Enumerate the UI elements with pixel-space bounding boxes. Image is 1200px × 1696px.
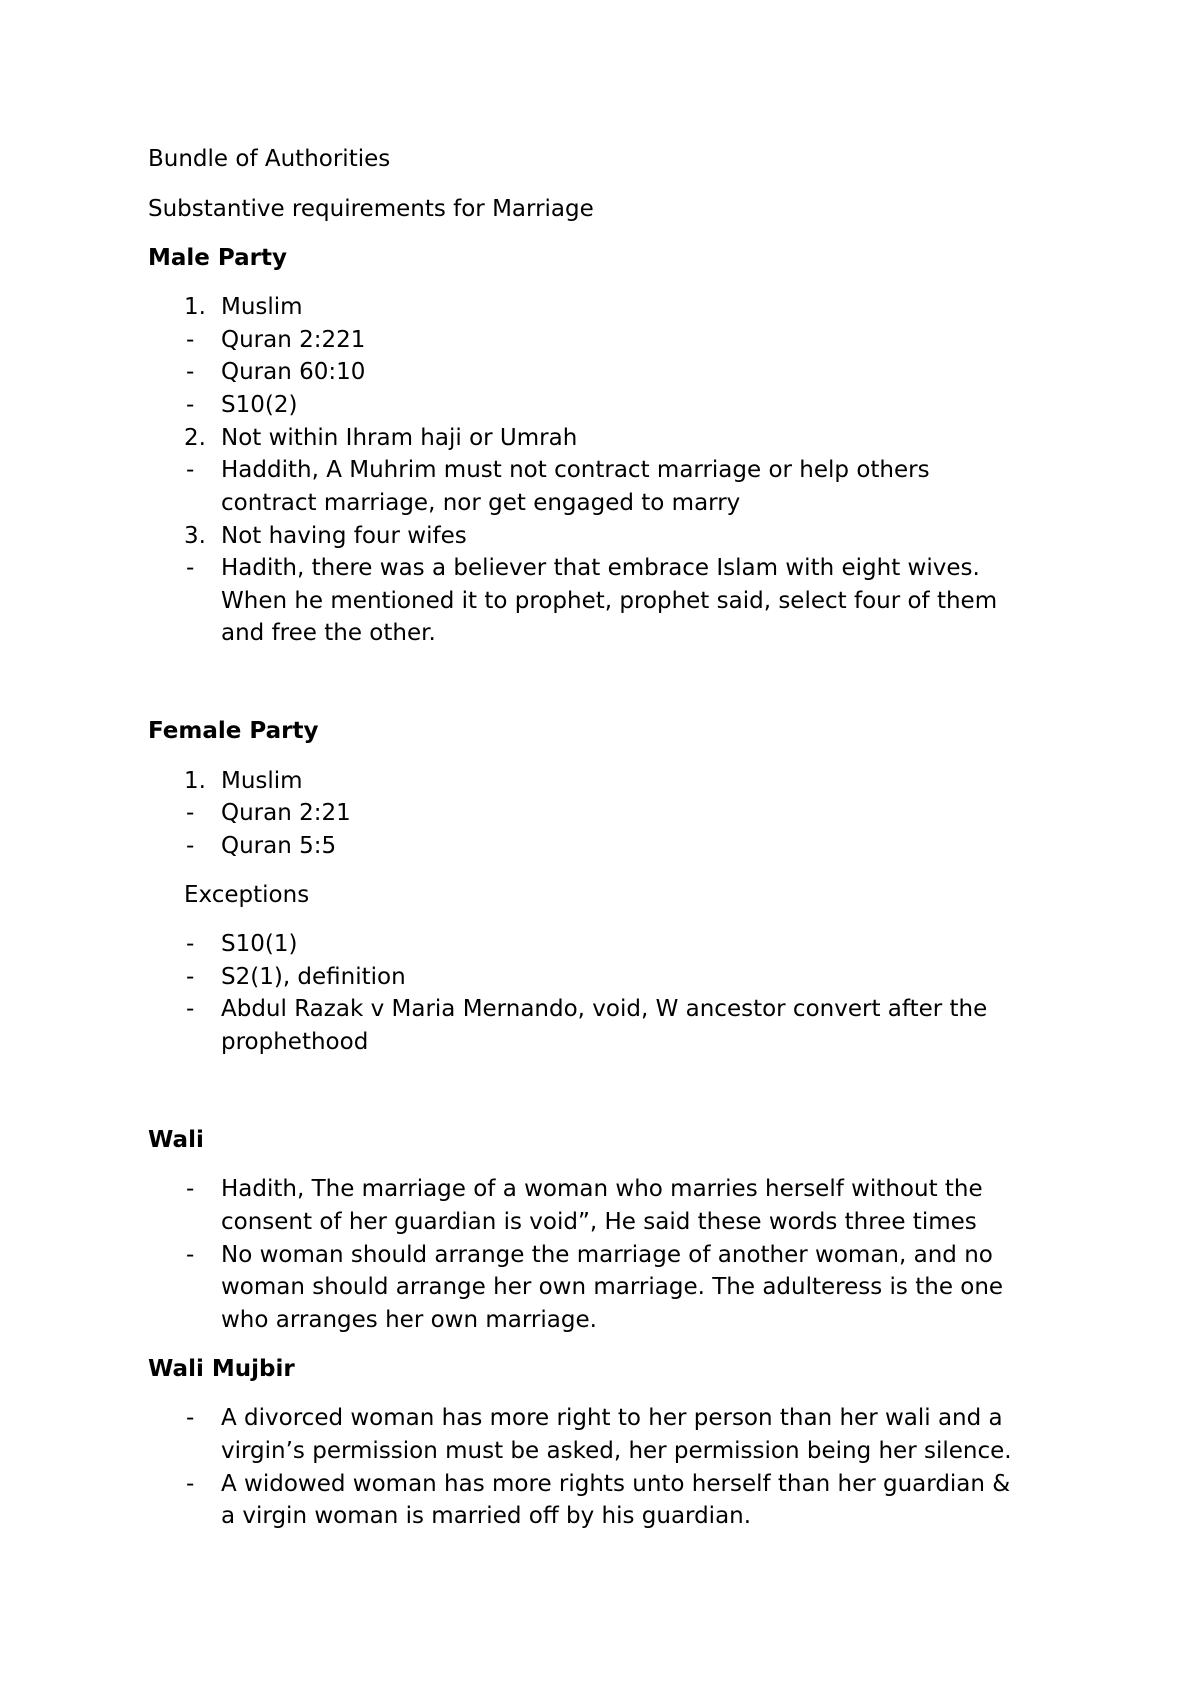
bullet-item: Quran 2:221 — [221, 327, 366, 353]
bullet-item-continuation: contract marriage, nor get engaged to marry — [221, 490, 741, 516]
bullet-item: S10(1) — [221, 931, 298, 957]
document-subtitle: Substantive requirements for Marriage — [148, 196, 594, 222]
list-number: 2. — [184, 425, 206, 451]
bullet-item: Abdul Razak v Maria Mernando, void, W ancestor convert after the — [221, 996, 988, 1022]
bullet-dash: - — [186, 1471, 195, 1497]
bullet-item: Hadith, The marriage of a woman who marries herself without the — [221, 1176, 983, 1202]
bullet-item-continuation: prophethood — [221, 1029, 369, 1055]
bullet-dash: - — [186, 833, 195, 859]
bullet-item-continuation: a virgin woman is married off by his guardian. — [221, 1503, 752, 1529]
bullet-dash: - — [186, 359, 195, 385]
bullet-dash: - — [186, 996, 195, 1022]
bullet-item: A divorced woman has more right to her person than her wali and a — [221, 1405, 1003, 1431]
bullet-item: Quran 60:10 — [221, 359, 366, 385]
wali-heading: Wali — [148, 1127, 204, 1153]
bullet-dash: - — [186, 964, 195, 990]
bullet-dash: - — [186, 1242, 195, 1268]
list-item: Muslim — [221, 768, 303, 794]
bullet-dash: - — [186, 392, 195, 418]
bullet-item-continuation: When he mentioned it to prophet, prophet said, select four of them — [221, 588, 998, 614]
bullet-item: A widowed woman has more rights unto herself than her guardian & — [221, 1471, 1011, 1497]
exceptions-label: Exceptions — [184, 882, 310, 908]
list-item: Not having four wifes — [221, 523, 467, 549]
female-party-heading: Female Party — [148, 718, 319, 744]
bullet-item: No woman should arrange the marriage of another woman, and no — [221, 1242, 993, 1268]
bullet-item: S2(1), definition — [221, 964, 406, 990]
list-item: Not within Ihram haji or Umrah — [221, 425, 578, 451]
bullet-dash: - — [186, 1176, 195, 1202]
list-number: 3. — [184, 523, 206, 549]
list-number: 1. — [184, 294, 206, 320]
bullet-item: S10(2) — [221, 392, 298, 418]
list-item: Muslim — [221, 294, 303, 320]
bullet-item: Haddith, A Muhrim must not contract marriage or help others — [221, 457, 930, 483]
bullet-item-continuation: and free the other. — [221, 620, 436, 646]
bullet-item: Hadith, there was a believer that embrace Islam with eight wives. — [221, 555, 980, 581]
bullet-dash: - — [186, 800, 195, 826]
bullet-item-continuation: virgin’s permission must be asked, her permission being her silence. — [221, 1438, 1012, 1464]
male-party-heading: Male Party — [148, 245, 287, 271]
bullet-dash: - — [186, 1405, 195, 1431]
document-title: Bundle of Authorities — [148, 146, 391, 172]
bullet-dash: - — [186, 931, 195, 957]
bullet-dash: - — [186, 327, 195, 353]
bullet-item-continuation: consent of her guardian is void”, He said these words three times — [221, 1209, 977, 1235]
bullet-dash: - — [186, 457, 195, 483]
list-number: 1. — [184, 768, 206, 794]
bullet-item: Quran 2:21 — [221, 800, 351, 826]
bullet-dash: - — [186, 555, 195, 581]
bullet-item-continuation: who arranges her own marriage. — [221, 1307, 597, 1333]
bullet-item: Quran 5:5 — [221, 833, 337, 859]
bullet-item-continuation: woman should arrange her own marriage. The adulteress is the one — [221, 1274, 1004, 1300]
wali-mujbir-heading: Wali Mujbir — [148, 1356, 295, 1382]
